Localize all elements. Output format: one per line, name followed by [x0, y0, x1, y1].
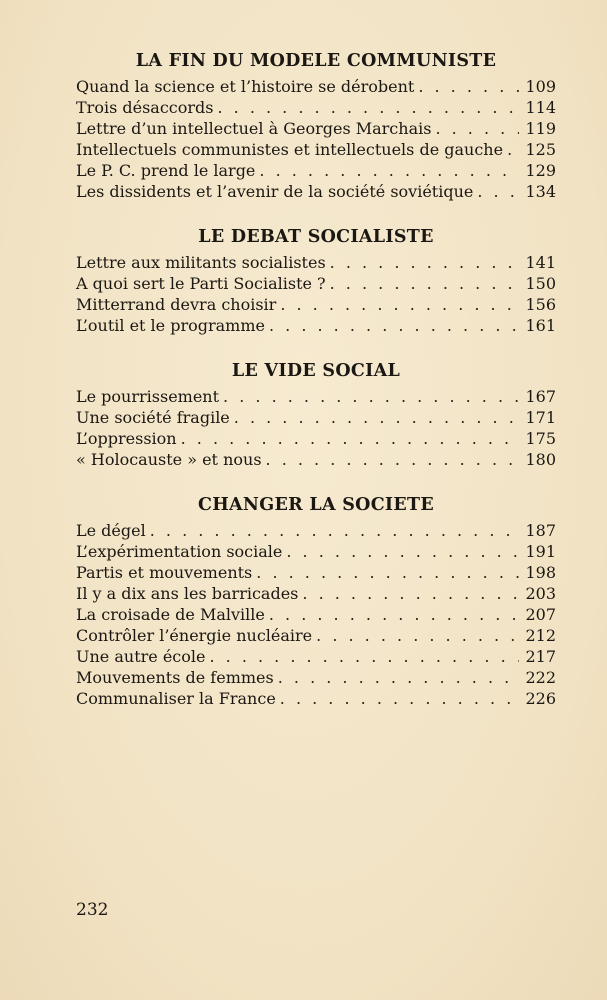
- dot-leader: [266, 449, 520, 470]
- dot-leader: [330, 252, 520, 273]
- entry-page-number: 109: [525, 77, 556, 96]
- toc-entry: [76, 428, 556, 449]
- toc-entry: [76, 688, 556, 709]
- dot-leader: [418, 76, 519, 97]
- entry-page-number: 156: [525, 295, 556, 314]
- entry-title: Mitterrand devra choisir: [76, 295, 277, 314]
- entry-page-number: 167: [525, 387, 556, 406]
- entry-title: L’outil et le programme: [76, 316, 265, 335]
- toc-entry: [76, 97, 556, 118]
- dot-leader: [302, 583, 519, 604]
- entry-page-number: 150: [525, 274, 556, 293]
- entry-title: La croisade de Malville: [76, 605, 265, 624]
- toc-entry: [76, 407, 556, 428]
- section-title: LA FIN DU MODELE COMMUNISTE: [135, 51, 497, 71]
- entry-page-number: 207: [525, 605, 556, 624]
- entry-title: Une société fragile: [76, 408, 230, 427]
- toc-section: [76, 356, 556, 470]
- toc-entry: [76, 252, 556, 273]
- entry-page-number: 226: [525, 689, 556, 708]
- dot-leader: [256, 562, 519, 583]
- dot-leader: [269, 315, 519, 336]
- section-spacer: [76, 336, 556, 356]
- entry-page-number: 141: [525, 253, 556, 272]
- page-number: 232: [76, 900, 109, 920]
- toc-section: [76, 222, 556, 336]
- entry-title: Le dégel: [76, 521, 146, 540]
- entry-page-number: 180: [525, 450, 556, 469]
- entry-title: « Holocauste » et nous: [76, 450, 262, 469]
- dot-leader: [435, 118, 519, 139]
- entry-page-number: 161: [525, 316, 556, 335]
- entry-page-number: 125: [525, 140, 556, 159]
- dot-leader: [280, 294, 519, 315]
- dot-leader: [223, 386, 519, 407]
- entry-page-number: 134: [525, 182, 556, 201]
- dot-leader: [209, 646, 519, 667]
- dot-leader: [507, 139, 519, 160]
- toc-entry: [76, 315, 556, 336]
- entry-page-number: 198: [525, 563, 556, 582]
- entry-title: Les dissidents et l’avenir de la société soviétique: [76, 182, 474, 201]
- entry-title: Le pourrissement: [76, 387, 220, 406]
- entry-page-number: 191: [525, 542, 556, 561]
- dot-leader: [259, 160, 519, 181]
- toc-entry: [76, 160, 556, 181]
- entry-page-number: 114: [525, 98, 556, 117]
- entry-page-number: 187: [525, 521, 556, 540]
- entry-title: L’oppression: [76, 429, 177, 448]
- dot-leader: [278, 667, 520, 688]
- entry-title: Lettre aux militants socialistes: [76, 253, 326, 272]
- dot-leader: [150, 520, 520, 541]
- toc-section: [76, 46, 556, 202]
- entry-title: Partis et mouvements: [76, 563, 253, 582]
- toc-entry: [76, 449, 556, 470]
- entry-page-number: 212: [525, 626, 556, 645]
- entry-page-number: 171: [525, 408, 556, 427]
- toc-entry: [76, 562, 556, 583]
- entry-title: A quoi sert le Parti Socialiste ?: [76, 274, 326, 293]
- entry-title: Il y a dix ans les barricades: [76, 584, 299, 603]
- toc-entry: [76, 625, 556, 646]
- entry-title: Quand la science et l’histoire se dérobent: [76, 77, 415, 96]
- toc-entry: [76, 139, 556, 160]
- dot-leader: [181, 428, 520, 449]
- entry-page-number: 119: [525, 119, 556, 138]
- dot-leader: [217, 97, 519, 118]
- dot-leader: [286, 541, 519, 562]
- entry-title: Communaliser la France: [76, 689, 276, 708]
- entry-title: Intellectuels communistes et intellectuels de gauche: [76, 140, 504, 159]
- section-title: CHANGER LA SOCIETE: [197, 495, 435, 515]
- toc-entry: [76, 181, 556, 202]
- toc-entry: [76, 386, 556, 407]
- dot-leader: [269, 604, 520, 625]
- section-spacer: [76, 202, 556, 222]
- entry-page-number: 203: [525, 584, 556, 603]
- entry-title: Trois désaccords: [76, 98, 214, 117]
- dot-leader: [477, 181, 519, 202]
- entry-page-number: 222: [525, 668, 556, 687]
- entry-title: Le P. C. prend le large: [76, 161, 256, 180]
- toc-entry: [76, 583, 556, 604]
- toc-entry: [76, 604, 556, 625]
- section-title: LE VIDE SOCIAL: [231, 361, 401, 381]
- dot-leader: [280, 688, 520, 709]
- table-of-contents: [76, 46, 556, 709]
- dot-leader: [330, 273, 520, 294]
- entry-title: Mouvements de femmes: [76, 668, 274, 687]
- toc-entry: [76, 520, 556, 541]
- entry-title: Lettre d’un intellectuel à Georges Marchais: [76, 119, 432, 138]
- entry-page-number: 217: [525, 647, 556, 666]
- toc-entry: [76, 646, 556, 667]
- entry-page-number: 129: [525, 161, 556, 180]
- dot-leader: [234, 407, 520, 428]
- toc-section: [76, 490, 556, 709]
- toc-entry: [76, 76, 556, 97]
- section-title: LE DEBAT SOCIALISTE: [198, 227, 434, 247]
- entry-page-number: 175: [525, 429, 556, 448]
- toc-entry: [76, 541, 556, 562]
- toc-entry: [76, 667, 556, 688]
- toc-entry: [76, 294, 556, 315]
- section-spacer: [76, 470, 556, 490]
- entry-title: Une autre école: [76, 647, 206, 666]
- toc-entry: [76, 273, 556, 294]
- dot-leader: [316, 625, 519, 646]
- toc-entry: [76, 118, 556, 139]
- entry-title: Contrôler l’énergie nucléaire: [76, 626, 313, 645]
- entry-title: L’expérimentation sociale: [76, 542, 283, 561]
